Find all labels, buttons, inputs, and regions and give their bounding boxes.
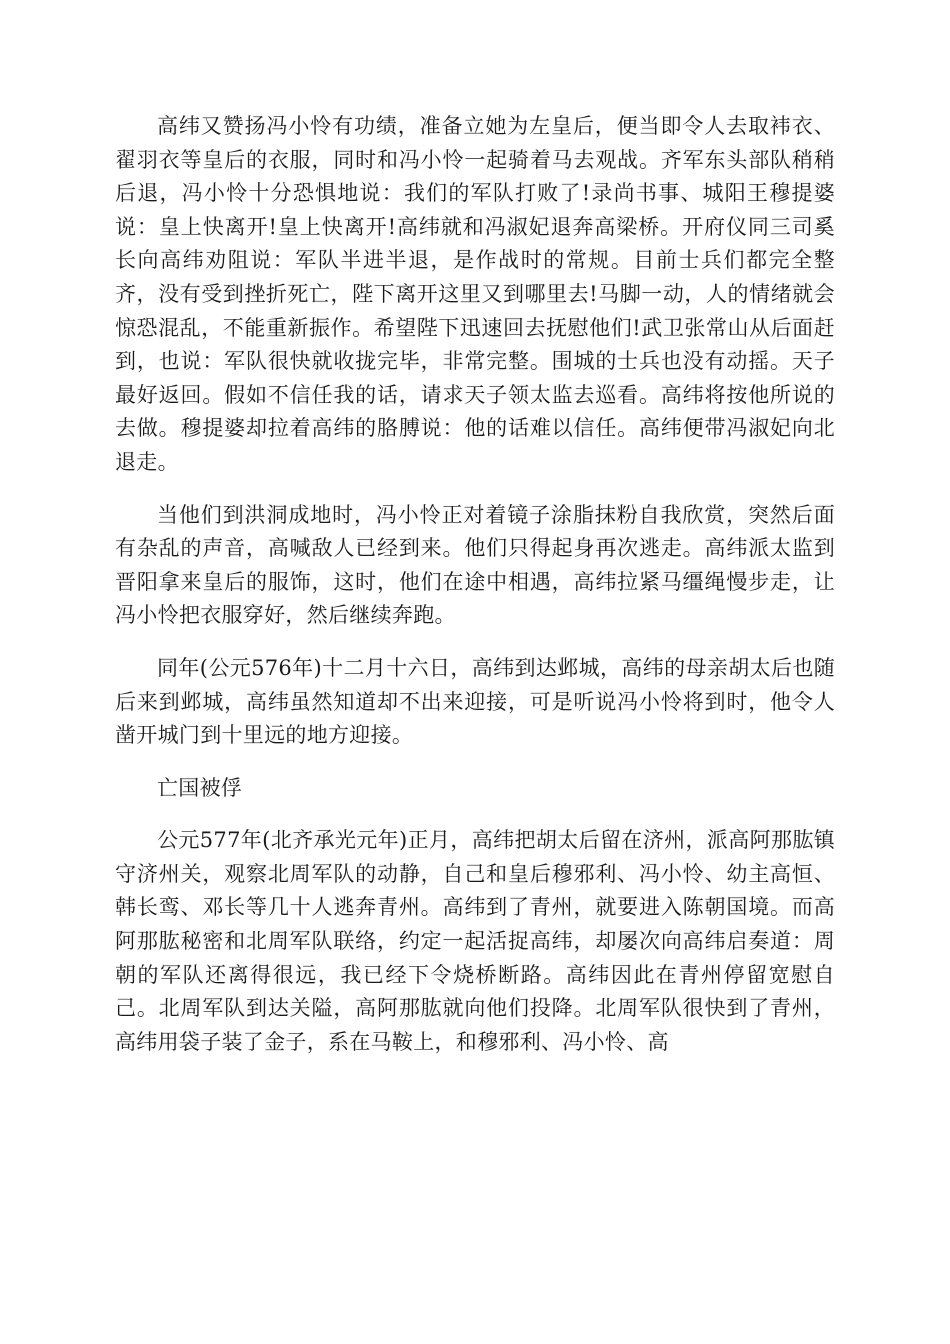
document-page — [115, 110, 835, 1078]
paragraph-3: 同年(公元576年)十二月十六日，高纬到达邺城，高纬的母亲胡太后也随后来到邺城，高纬虽然知道却不出来迎接，可是听说冯小怜将到时，他令人凿开城门到十里远的地方迎接。 — [115, 655, 835, 748]
paragraph-2: 当他们到洪洞成地时，冯小怜正对着镜子涂脂抹粉自我欣赏，突然后面有杂乱的声音，高喊敌人已经到来。他们只得起身再次逃走。高纬派太监到晋阳拿来皇后的服饰，这时，他们在途中相遇，高纬拉紧马缰绳慢步走，让冯小怜把衣服穿好，然后继续奔跑。 — [115, 502, 835, 628]
paragraph-4: 公元577年(北齐承光元年)正月，高纬把胡太后留在济州，派高阿那肱镇守济州关，观察北周军队的动静，自己和皇后穆邪利、冯小怜、幼主高恒、韩长鸾、邓长等几十人逃奔青州。高纬到了青州，就要进入陈朝国境。而高阿那肱秘密和北周军队联络，约定一起活捉高纬，却屡次向高纬启奏道：周朝的军队还离得很远，我已经下令烧桥断路。高纬因此在青州停留宽慰自己。北周军队到达关隘，高阿那肱就向他们投降。北周军队很快到了青州，高纬用袋子装了金子，系在马鞍上，和穆邪利、冯小怜、高 — [115, 828, 835, 1054]
section-heading: 亡国被俘 — [157, 775, 243, 800]
paragraph-1: 高纬又赞扬冯小怜有功绩，准备立她为左皇后，便当即令人去取袆衣、翟羽衣等皇后的衣服，同时和冯小怜一起骑着马去观战。齐军东头部队稍稍后退，冯小怜十分恐惧地说：我们的军队打败了!录尚书事、城阳王穆提婆说：皇上快离开!皇上快离开!高纬就和冯淑妃退奔高梁桥。开府仪同三司奚长向高纬劝阻说：军队半进半退，是作战时的常规。目前士兵们都完全整齐，没有受到挫折死亡，陛下离开这里又到哪里去!马脚一动，人的情绪就会惊恐混乱，不能重新振作。希望陛下迅速回去抚慰他们!武卫张常山从后面赶到，也说：军队很快就收拢完毕，非常完整。围城的士兵也没有动摇。天子最好返回。假如不信任我的话，请求天子领太监去巡看。高纬将按他所说的去做。穆提婆却拉着高纬的胳膊说：他的话难以信任。高纬便带冯淑妃向北退走。 — [115, 114, 835, 474]
